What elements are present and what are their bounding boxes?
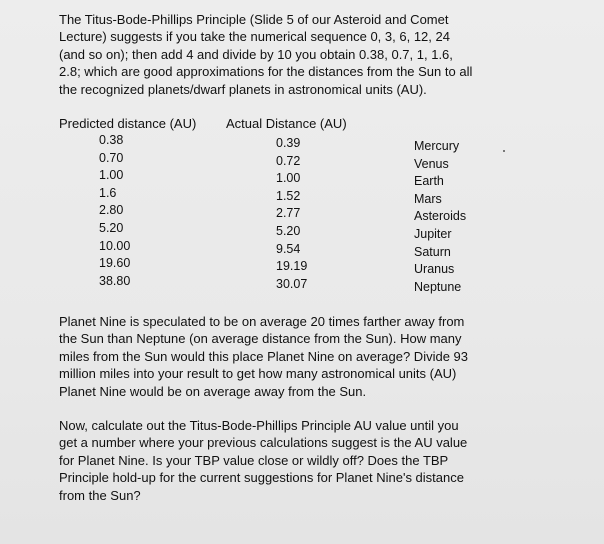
predicted-value: 2.80 [99, 203, 124, 218]
planet-name: Jupiter [414, 226, 452, 241]
planet-name: Venus [414, 156, 449, 171]
predicted-value: 5.20 [99, 220, 124, 235]
planet-nine-line: Planet Nine is speculated to be on average 20 times farther away from [59, 314, 465, 329]
calculation-line: Now, calculate out the Titus-Bode-Phillips Principle AU value until you [59, 418, 459, 433]
planet-name: Uranus [414, 262, 455, 277]
predicted-value: 1.00 [99, 168, 124, 183]
predicted-distance-column [99, 132, 130, 290]
planet-name: Mercury [414, 139, 460, 153]
planet-nine-line: the Sun than Neptune (on average distance from the Sun). How many [59, 331, 462, 347]
intro-line: (and so on); then add 4 and divide by 10 you obtain 0.38, 0.7, 1, 1.6, [59, 46, 453, 62]
stray-dot [503, 150, 505, 152]
planet-name: Neptune [414, 279, 462, 294]
planet-nine-line: million miles into your result to get how many astronomical units (AU) [59, 366, 457, 382]
actual-distance-header: Actual Distance (AU) [226, 116, 347, 131]
predicted-value: 10.00 [99, 238, 131, 253]
intro-line: The Titus-Bode-Phillips Principle (Slide 5 of our Asteroid and Comet [59, 12, 449, 27]
planet-name: Asteroids [414, 209, 467, 224]
predicted-value: 1.6 [99, 185, 117, 200]
intro-line: the recognized planets/dwarf planets in astronomical units (AU). [59, 81, 427, 97]
actual-value: 0.39 [276, 136, 301, 150]
planet-nine-line: Planet Nine would be on average away from the Sun. [59, 383, 367, 399]
predicted-value: 38.80 [99, 273, 131, 288]
actual-value: 5.20 [276, 223, 301, 238]
planet-nine-line: miles from the Sun would this place Planet Nine on average? Divide 93 [59, 348, 469, 364]
actual-value: 1.52 [276, 188, 301, 203]
actual-value: 30.07 [276, 276, 308, 291]
predicted-value: 0.70 [99, 150, 124, 165]
calculation-line: for Planet Nine. Is your TBP value close or wildly off? Does the TBP [59, 452, 449, 468]
actual-value: 0.72 [276, 153, 301, 168]
actual-distance-column [276, 135, 307, 293]
predicted-value: 19.60 [99, 256, 131, 271]
planet-name: Earth [414, 174, 444, 189]
predicted-distance-header: Predicted distance (AU) [59, 116, 197, 131]
calculation-line: Principle hold-up for the current suggestions for Planet Nine's distance [59, 470, 464, 486]
calculation-line: get a number where your previous calculations suggest is the AU value [59, 435, 468, 451]
actual-value: 2.77 [276, 206, 301, 221]
actual-value: 9.54 [276, 241, 301, 256]
calculation-line: from the Sun? [59, 487, 141, 503]
planet-name: Saturn [414, 244, 451, 259]
planet-name: Mars [414, 191, 442, 206]
planet-name-column [414, 138, 466, 296]
intro-line: Lecture) suggests if you take the numerical sequence 0, 3, 6, 12, 24 [59, 29, 450, 45]
planet-nine-paragraph [59, 313, 468, 400]
calculation-paragraph [59, 417, 467, 504]
intro-line: 2.8; which are good approximations for the distances from the Sun to all [59, 64, 473, 80]
intro-paragraph [59, 11, 472, 98]
actual-value: 19.19 [276, 259, 308, 274]
predicted-value: 0.38 [99, 133, 124, 147]
actual-value: 1.00 [276, 171, 301, 186]
